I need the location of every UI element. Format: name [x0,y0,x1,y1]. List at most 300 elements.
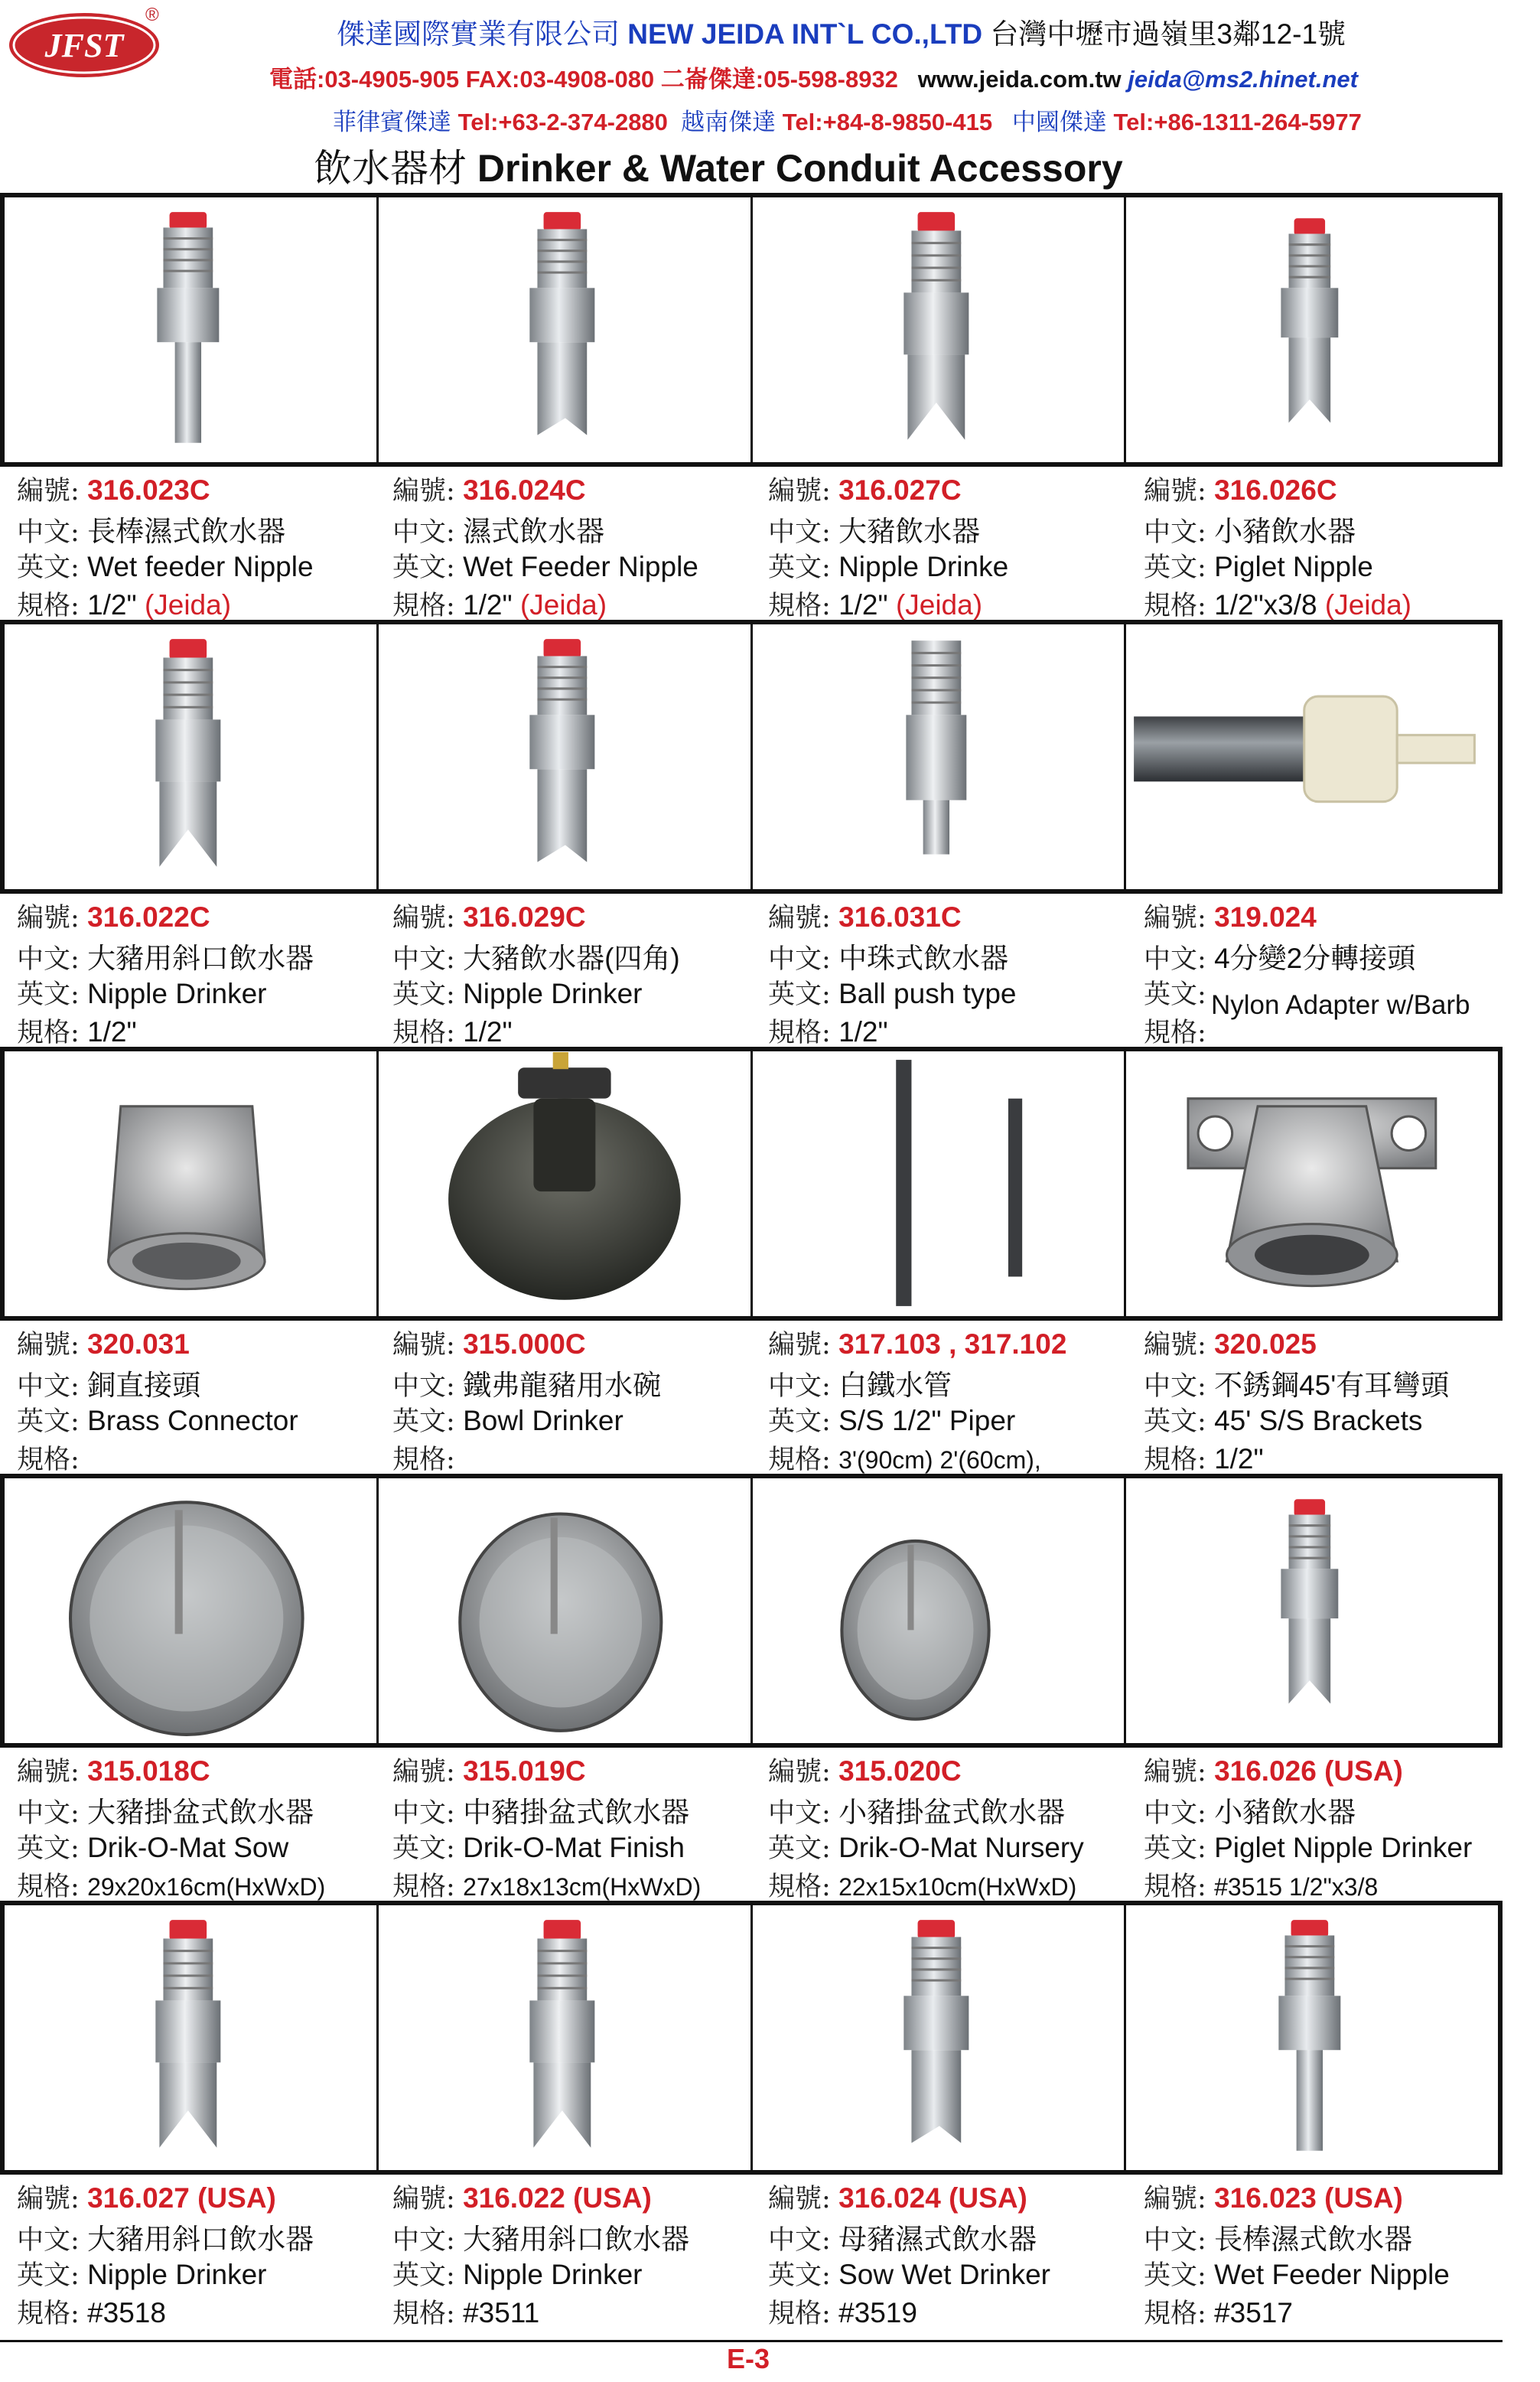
code-key: 編號: [17,1757,80,1787]
product-code-line [1144,2178,1403,2214]
product-row [0,193,1503,620]
ph-branch-label: 菲律賓傑達 [333,109,451,135]
product-code: 316.022C [87,901,210,933]
connector-image [5,1051,376,1316]
jfst-logo [6,9,163,81]
product-spec-line [1144,1866,1378,1902]
cn-branch-label: 中國傑達 [1011,109,1107,135]
spec-key: 規格: [17,1872,80,1902]
chinese-key: 中文: [768,944,831,975]
product-spec-line [1144,2292,1293,2329]
product-spec-line [392,585,607,621]
product-name-zh: 母豬濕式飲水器 [838,2224,1037,2255]
product-code: 316.031C [838,901,962,933]
product-label [1127,2176,1503,2329]
product-label-row [0,468,1503,621]
product-spec: #3515 1/2"x3/8 [1214,1873,1379,1901]
product-name-en: Brass Connector [87,1405,298,1436]
product-english-line [1144,2254,1450,2291]
product-name-en: Nylon Adapter w/Barb [1211,990,1470,1020]
spec-key: 規格: [768,1872,831,1902]
product-spec: 1/2" [463,1016,513,1048]
product-code: 316.023C [87,474,210,506]
product-name-en: Ball push type [838,978,1017,1009]
product-label [376,1749,751,1902]
code-key: 編號: [768,2184,831,2214]
product-code: 319.024 [1214,901,1317,933]
product-chinese-line [392,2216,690,2256]
product-label [376,1322,751,1475]
product-image-row [0,1474,1503,1748]
product-spec: 1/2" [463,589,513,621]
product-code: 315.020C [838,1755,962,1787]
nipple-slant-image [753,197,1125,462]
product-image-nipple-wet [379,197,753,462]
product-spec: 1/2" [1214,1443,1264,1474]
product-code-line [1144,470,1337,507]
email-link[interactable]: jeida@ms2.hinet.net [1128,66,1358,93]
product-spec-line [768,585,982,621]
product-english-line [392,546,698,583]
product-brand: (Jeida) [519,589,607,621]
product-spec-line [392,2292,539,2329]
product-name-en: Wet Feeder Nipple [463,551,698,582]
product-spec: #3511 [463,2297,540,2328]
chinese-key: 中文: [768,1798,831,1829]
english-key: 英文: [1144,2260,1206,2291]
product-english-line [768,1400,1015,1437]
product-image-pipes [753,1051,1127,1316]
english-key: 英文: [17,979,80,1010]
product-image-dish-medium [379,1478,753,1743]
product-english-line [17,546,314,583]
product-image-adapter [1126,624,1498,889]
chinese-key: 中文: [1144,1798,1206,1829]
english-key: 英文: [392,1833,455,1864]
english-key: 英文: [768,979,831,1010]
product-name-en: 45' S/S Brackets [1214,1405,1423,1436]
product-code-line [17,470,210,507]
product-spec-line [392,1866,701,1902]
nipple-wet-image [753,1905,1125,2170]
product-label [1127,895,1503,1048]
product-code: 315.018C [87,1755,210,1787]
spec-key: 規格: [768,2299,831,2329]
product-label [0,2176,376,2329]
product-chinese-line [768,1789,1066,1829]
spec-key: 規格: [768,1018,831,1048]
product-name-zh: 大豬飲水器 [838,516,981,547]
product-chinese-line [17,935,314,975]
product-image-nipple-long [1126,1905,1498,2170]
product-chinese-line [1144,2216,1413,2256]
product-label [1127,1749,1503,1902]
product-spec-line [17,1866,325,1902]
product-code: 320.025 [1214,1328,1317,1360]
page-title-zh: 飲水器材 [314,147,467,190]
english-key: 英文: [1144,979,1206,1010]
chinese-key: 中文: [1144,1371,1206,1402]
product-code-line [1144,897,1317,934]
product-code: 316.027 (USA) [87,2182,276,2214]
product-spec-line [768,1012,888,1048]
english-key: 英文: [768,1406,831,1437]
nipple-slant-image [5,1905,376,2170]
nipple-small-image [1126,197,1498,462]
product-chinese-line [392,935,680,975]
english-key: 英文: [392,1406,455,1437]
product-code-line [17,2178,276,2214]
product-name-en: Wet feeder Nipple [87,551,314,582]
page-number: E-3 [727,2343,770,2374]
product-name-zh: 小豬掛盆式飲水器 [838,1797,1066,1828]
product-name-en: Drik-O-Mat Sow [87,1832,289,1863]
chinese-key: 中文: [392,2225,455,2256]
code-key: 編號: [392,1330,455,1360]
vn-branch-tel: Tel:+84-8-9850-415 [782,109,993,135]
product-code-line [392,470,586,507]
code-key: 編號: [392,476,455,507]
product-spec: 1/2" [838,1016,888,1048]
product-name-zh: 鐵弗龍豬用水碗 [463,1370,662,1401]
english-key: 英文: [17,1833,80,1864]
product-code: 317.103 , 317.102 [838,1328,1067,1360]
code-key: 編號: [17,903,80,934]
product-label [0,1749,376,1902]
product-code: 316.024C [463,474,586,506]
code-key: 編號: [1144,903,1206,934]
product-chinese-line [17,508,286,548]
product-chinese-line [768,508,981,548]
english-key: 英文: [768,2260,831,2291]
product-code-line [768,1324,1066,1360]
product-code: 316.027C [838,474,962,506]
spec-key: 規格: [768,1445,831,1475]
product-code-line [17,897,210,934]
product-spec-line [768,1439,1041,1475]
code-key: 編號: [392,1757,455,1787]
english-key: 英文: [392,979,455,1010]
product-name-zh: 中珠式飲水器 [838,943,1009,974]
spec-key: 規格: [392,591,455,621]
product-english-line [1144,546,1373,583]
code-key: 編號: [17,2184,80,2214]
product-english-line [17,1827,288,1864]
product-chinese-line [1144,1789,1356,1829]
product-code-line [1144,1751,1403,1787]
code-key: 編號: [392,903,455,934]
product-spec: #3518 [87,2297,166,2328]
product-label [751,1749,1127,1902]
chinese-key: 中文: [1144,2225,1206,2256]
product-code-line [392,897,586,934]
product-name-zh: 中豬掛盆式飲水器 [463,1797,690,1828]
product-row [0,1047,1503,1474]
product-english-line [392,1827,685,1864]
product-image-row [0,193,1503,467]
company-line [337,11,1346,52]
product-image-row [0,1047,1503,1321]
product-name-en: Piglet Nipple [1214,551,1373,582]
product-spec-line [1144,585,1411,621]
product-chinese-line [768,935,1009,975]
product-row [0,620,1503,1047]
chinese-key: 中文: [17,517,80,548]
english-key: 英文: [768,1833,831,1864]
product-label [376,2176,751,2329]
product-image-nipple-slant [5,1905,379,2170]
product-code-line [17,1324,190,1360]
product-name-en: Nipple Drinker [87,978,267,1009]
product-name-zh: 不銹鋼45'有耳彎頭 [1214,1370,1450,1401]
product-spec-line [1144,1439,1264,1475]
product-name-en: Drik-O-Mat Finish [463,1832,685,1863]
bowl-image [379,1051,750,1316]
code-key: 編號: [392,2184,455,2214]
product-spec: 1/2" [87,589,137,621]
dish-small-image [753,1478,1125,1743]
product-name-zh: 白鐵水管 [838,1370,952,1401]
product-label [1127,1322,1503,1475]
english-key: 英文: [1144,1833,1206,1864]
product-code: 315.000C [463,1328,586,1360]
chinese-key: 中文: [17,1371,80,1402]
product-english-line [17,973,267,1010]
english-key: 英文: [17,2260,80,2291]
product-spec: 1/2"x3/8 [1214,589,1317,621]
english-key: 英文: [1144,552,1206,583]
product-brand: (Jeida) [1324,589,1411,621]
product-code: 316.029C [463,901,586,933]
spec-key: 規格: [1144,1018,1206,1048]
product-name-en: Wet Feeder Nipple [1214,2259,1450,2290]
chinese-key: 中文: [768,1371,831,1402]
product-chinese-line [1144,935,1416,975]
company-address: 台灣中壢市過嶺里3鄰12-1號 [990,18,1346,50]
product-label-row [0,2176,1503,2329]
product-code-line [768,2178,1027,2214]
product-label-row [0,1749,1503,1902]
product-code-line [17,1751,210,1787]
product-chinese-line [392,508,605,548]
product-image-nipple-slant [379,1905,753,2170]
product-brand: (Jeida) [144,589,232,621]
product-spec-line [392,1012,513,1048]
product-spec: 27x18x13cm(HxWxD) [463,1873,702,1901]
nipple-slant-image [5,624,376,889]
product-brand: (Jeida) [895,589,983,621]
product-english-line [768,546,1008,583]
product-name-en: Drik-O-Mat Nursery [838,1832,1084,1863]
product-code: 316.026 (USA) [1214,1755,1403,1787]
product-chinese-line [1144,1362,1450,1402]
product-label-row [0,895,1503,1048]
page-header [0,0,1540,191]
nipple-wet-image [379,624,750,889]
product-name-zh: 小豬飲水器 [1214,1797,1356,1828]
product-name-en: Sow Wet Drinker [838,2259,1050,2290]
company-name-zh: 傑達國際實業有限公司 [337,18,620,50]
product-image-nipple-wet [379,624,753,889]
product-label [751,2176,1127,2329]
chinese-key: 中文: [1144,517,1206,548]
product-name-zh: 小豬飲水器 [1214,516,1356,547]
product-code-line [768,897,962,934]
product-image-row [0,1901,1503,2175]
chinese-key: 中文: [1144,944,1206,975]
cn-branch-tel: Tel:+86-1311-264-5977 [1113,109,1362,135]
code-key: 編號: [17,476,80,507]
product-spec: 1/2" [87,1016,137,1048]
product-code: 316.024 (USA) [838,2182,1027,2214]
ph-branch-tel: Tel:+63-2-374-2880 [457,109,668,135]
nipple-wet-image [379,197,750,462]
spec-key: 規格: [17,1018,80,1048]
product-english-line [768,973,1017,1010]
product-english-line [768,1827,1084,1864]
product-image-connector [5,1051,379,1316]
company-name-en: NEW JEIDA INT`L CO.,LTD [627,18,983,50]
chinese-key: 中文: [17,1798,80,1829]
product-label [0,895,376,1048]
product-chinese-line [1144,508,1356,548]
product-chinese-line [17,2216,314,2256]
product-label [376,895,751,1048]
chinese-key: 中文: [392,517,455,548]
product-code-line [768,470,962,507]
ball-push-image [753,624,1125,889]
product-spec-line [17,1012,137,1048]
product-spec-line [768,2292,917,2329]
english-key: 英文: [17,552,80,583]
code-key: 編號: [1144,2184,1206,2214]
product-name-zh: 大豬用斜口飲水器 [463,2224,690,2255]
product-english-line [1144,1827,1472,1864]
adapter-image [1126,624,1498,889]
product-code-line [392,1751,586,1787]
spec-key: 規格: [1144,2299,1206,2329]
contact-line [269,60,1358,94]
product-row [0,1474,1503,1901]
code-key: 編號: [768,476,831,507]
chinese-key: 中文: [392,1798,455,1829]
product-code-line [392,1324,586,1360]
product-name-en: Nipple Drinke [838,551,1009,582]
product-label [1127,468,1503,621]
product-name-en: Nipple Drinker [87,2259,267,2290]
product-spec-line [17,585,231,621]
product-code: 316.026C [1214,474,1337,506]
product-name-zh: 長棒濕式飲水器 [1214,2224,1413,2255]
spec-key: 規格: [17,591,80,621]
spec-key: 規格: [17,1445,80,1475]
product-english-line [768,2254,1050,2291]
product-label-row [0,1322,1503,1475]
dish-large-image [5,1478,376,1743]
product-code: 316.022 (USA) [463,2182,652,2214]
registered-mark: ® [145,5,159,25]
product-english-line [392,973,643,1010]
spec-key: 規格: [392,1872,455,1902]
spec-key: 規格: [392,2299,455,2329]
product-image-nipple-wet [753,1905,1127,2170]
product-image-nipple-long [5,197,379,462]
product-spec: 29x20x16cm(HxWxD) [87,1873,326,1901]
product-spec-line [17,2292,166,2329]
product-code-line [768,1751,962,1787]
product-code: 316.023 (USA) [1214,2182,1403,2214]
product-code-line [392,2178,652,2214]
spec-key: 規格: [1144,1445,1206,1475]
product-spec: #3519 [838,2297,917,2328]
product-english-line [1144,973,1206,1010]
product-spec-line [1144,1012,1206,1048]
product-english-line [17,1400,298,1437]
product-label [751,895,1127,1048]
product-image-bowl [379,1051,753,1316]
product-spec-line [392,1439,455,1475]
nipple-long-image [1126,1905,1498,2170]
website-link[interactable]: www.jeida.com.tw [917,66,1122,93]
code-key: 編號: [768,1757,831,1787]
product-spec: 22x15x10cm(HxWxD) [838,1873,1077,1901]
chinese-key: 中文: [768,2225,831,2256]
spec-key: 規格: [768,591,831,621]
product-name-en: Nipple Drinker [463,978,643,1009]
nipple-slant-image [379,1905,750,2170]
product-code-line [1144,1324,1317,1360]
branch-line [333,103,1362,137]
product-label [376,468,751,621]
product-name-en: S/S 1/2" Piper [838,1405,1016,1436]
bracket-image [1126,1051,1498,1316]
spec-key: 規格: [392,1445,455,1475]
product-name-zh: 濕式飲水器 [463,516,605,547]
product-chinese-line [768,1362,952,1402]
product-chinese-line [17,1789,314,1829]
chinese-key: 中文: [392,1371,455,1402]
spec-key: 規格: [1144,591,1206,621]
product-chinese-line [392,1789,690,1829]
code-key: 編號: [768,1330,831,1360]
english-key: 英文: [1144,1406,1206,1437]
code-key: 編號: [768,903,831,934]
code-key: 編號: [17,1330,80,1360]
product-image-nipple-small [1126,1478,1498,1743]
product-spec-line [17,1439,80,1475]
product-name-en: Bowl Drinker [463,1405,623,1436]
spec-key: 規格: [392,1018,455,1048]
english-key: 英文: [768,552,831,583]
product-spec: #3517 [1214,2297,1293,2328]
product-label [0,1322,376,1475]
page-title-en: Drinker & Water Conduit Accessory [477,147,1123,190]
chinese-key: 中文: [392,944,455,975]
product-name-zh: 長棒濕式飲水器 [87,516,286,547]
product-chinese-line [768,2216,1037,2256]
product-name-zh: 大豬用斜口飲水器 [87,2224,314,2255]
product-chinese-line [392,1362,662,1402]
product-spec-line [768,1866,1076,1902]
code-key: 編號: [1144,1757,1206,1787]
product-label [751,1322,1127,1475]
product-name-zh: 銅直接頭 [87,1370,201,1401]
product-image-row [0,620,1503,894]
footer-divider [0,2340,1503,2342]
product-image-bracket [1126,1051,1498,1316]
english-key: 英文: [392,2260,455,2291]
product-name-en: Piglet Nipple Drinker [1214,1832,1473,1863]
